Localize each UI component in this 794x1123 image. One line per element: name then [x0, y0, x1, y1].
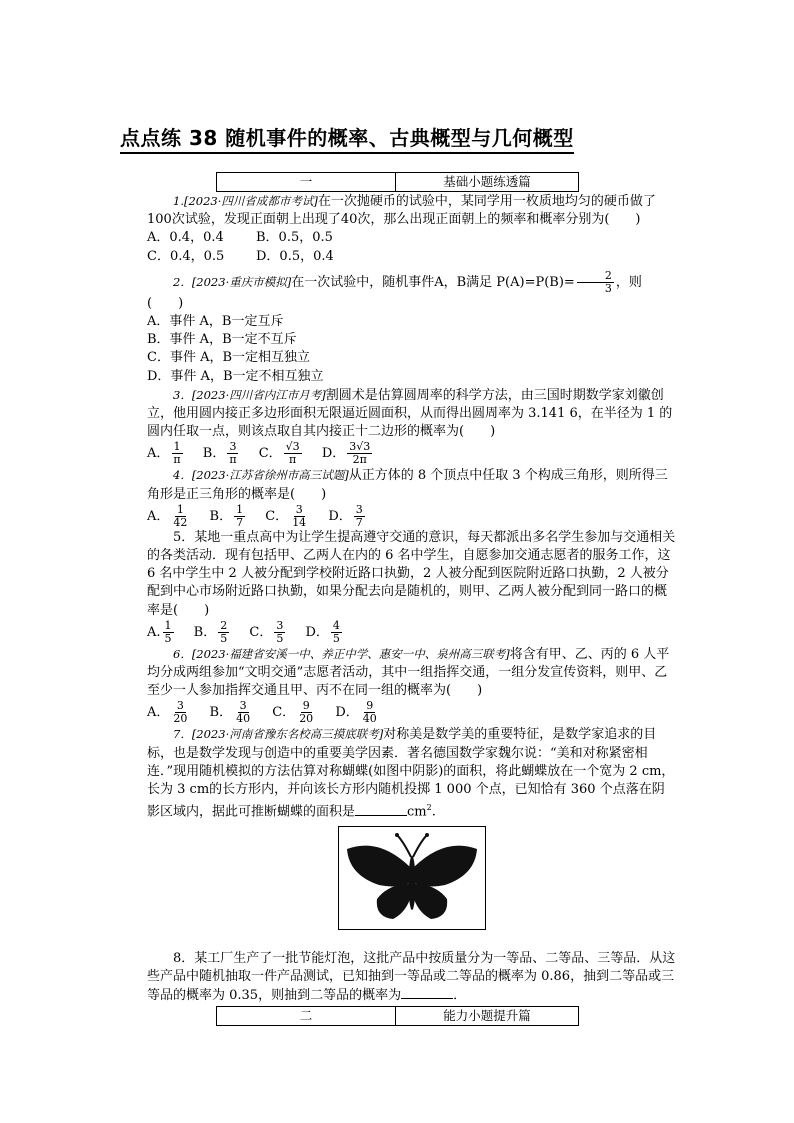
section-name: 基础小题练透篇	[443, 174, 531, 189]
option: D．事件 A，B一定不相互独立	[147, 368, 324, 384]
question-8: 8．某工厂生产了一批节能灯泡，这批产品中按质量分为一等品、二等品、三等品．从这些产品中随机抽取一件产品测试，已知抽到一等品或二等品的概率为 0.86，抽到二等品或三等品的概率为 0.35，则抽到二等品的概率为 ．	[147, 950, 676, 1004]
question-3: 3．[2023·四川省内江市月考]割圆术是估算圆周率的科学方法，由三国时期数学家刘徽创立，他用圆内接正多边形面积无限逼近圆面积，从而得出圆周率为 3.141 6，在半径为 1 的圆内任取一点，则该点取自其内接正十二边形的概率为( )	[147, 387, 673, 440]
option: B． $\frac{3}{\pi}$	[202, 440, 237, 467]
section-number: 二	[217, 1007, 396, 1025]
option: C． $\frac{3}{5}$	[249, 618, 284, 645]
butterfly-icon	[347, 833, 477, 919]
option: C．事件 A，B一定相互独立	[147, 350, 311, 366]
option: C． $\frac{3}{14}$	[265, 502, 307, 529]
option: A．0.4，0.4	[147, 230, 224, 246]
page-title: 点点练 38 随机事件的概率、古典概型与几何概型	[120, 122, 574, 154]
section-name: 能力小题提升篇	[443, 1008, 531, 1023]
question-3-options	[147, 441, 677, 466]
question-4-options	[147, 504, 677, 529]
option: B．0.5，0.5	[256, 230, 333, 246]
question-1: 1.[2023·四川省成都市考试]在一次抛硬币的试验中，某同学用一枚质地均匀的硬币做了100次试验，发现正面朝上出现了40次，那么出现正面朝上的频率和概率分别为( )	[147, 194, 656, 228]
question-2: 2．[2023·重庆市模拟]在一次试验中，随机事件A，B满足 P(A)=P(B)= $\frac{2}{3}$ ，则( )	[147, 268, 642, 311]
questions	[147, 192, 677, 1005]
section-number: 一	[217, 173, 396, 191]
question-6-options	[147, 700, 677, 725]
answer-blank[interactable]	[355, 803, 407, 816]
butterfly-figure	[338, 826, 486, 930]
section-header-advanced	[216, 1006, 579, 1026]
option: B． $\frac{3}{40}$	[209, 699, 251, 726]
question-5-options	[147, 620, 677, 645]
option: A． $\frac{3}{20}$	[147, 699, 188, 726]
option: A. $\frac{1}{5}$	[147, 618, 172, 645]
option: C． $\frac{9}{20}$	[272, 699, 314, 726]
section-header-basic	[216, 172, 579, 192]
question-7: 7．[2023·河南省豫东名校高三摸底联考]对称美是数学美的重要特征，是数学家追求的目标，也是数学发现与创造中的重要美学因素．著名德国数学家魏尔说：“美和对称紧密相连．”现用随机模拟的方法估算对称蝴蝶(如图中阴影)的面积，将此蝴蝶放在一个宽为 2 cm，长为 3 cm的长方形内，并向该长方形内随机投掷 1 000 个点，已知恰有 360 个点落在阴影区域内，据此可推断蝴蝶的面积是 $cm^2$.	[147, 727, 675, 820]
option: B．事件 A，B一定不互斥	[147, 332, 297, 348]
option: D．0.5，0.4	[256, 248, 334, 264]
option: A． $\frac{1}{\pi}$	[147, 440, 181, 467]
option: D． $\frac{4}{5}$	[305, 618, 340, 645]
option: A． $\frac{1}{42}$	[147, 502, 188, 529]
option: D． $\frac{3√3}{2\pi}$	[321, 440, 371, 467]
option: D． $\frac{3}{7}$	[328, 502, 363, 529]
question-1-options	[147, 229, 677, 247]
option: D． $\frac{9}{40}$	[335, 699, 377, 726]
option: B． $\frac{1}{7}$	[209, 502, 244, 529]
fraction: $\frac{2}{3}$	[577, 270, 614, 295]
option: A．事件 A，B一定互斥	[147, 314, 284, 330]
option: B． $\frac{2}{5}$	[193, 618, 228, 645]
question-5: 5．某地一重点高中为让学生提高遵守交通的意识，每天都派出多名学生参加与交通相关的各类活动．现有包括甲、乙两人在内的 6 名中学生，自愿参加交通志愿者的服务工作，这 6 名中学生中 2 人被分配到学校附近路口执勤，2 人被分配到医院附近路口执勤，2 人被分配到中心市场附近路口执勤，如果分配去向是随机的，则甲、乙两人被分配到同一路口的概率是( )	[147, 529, 676, 618]
option: C．0.4，0.5	[147, 248, 225, 264]
question-4: 4．[2023·江苏省徐州市高三试题]从正方体的 8 个顶点中任取 3 个构成三角形，则所得三角形是正三角形的概率是( )	[147, 468, 668, 502]
answer-blank[interactable]	[401, 986, 453, 999]
option: C． $\frac{√3}{\pi}$	[258, 440, 300, 467]
question-6: 6．[2023·福建省安溪一中、养正中学、惠安一中、泉州高三联考]将含有甲、乙、丙的 6 人平均分成两组参加“文明交通”志愿者活动，其中一组指挥交通，一组分发宣传资料，则甲、乙至少一人参加指挥交通且甲、丙不在同一组的概率为( )	[147, 646, 670, 699]
